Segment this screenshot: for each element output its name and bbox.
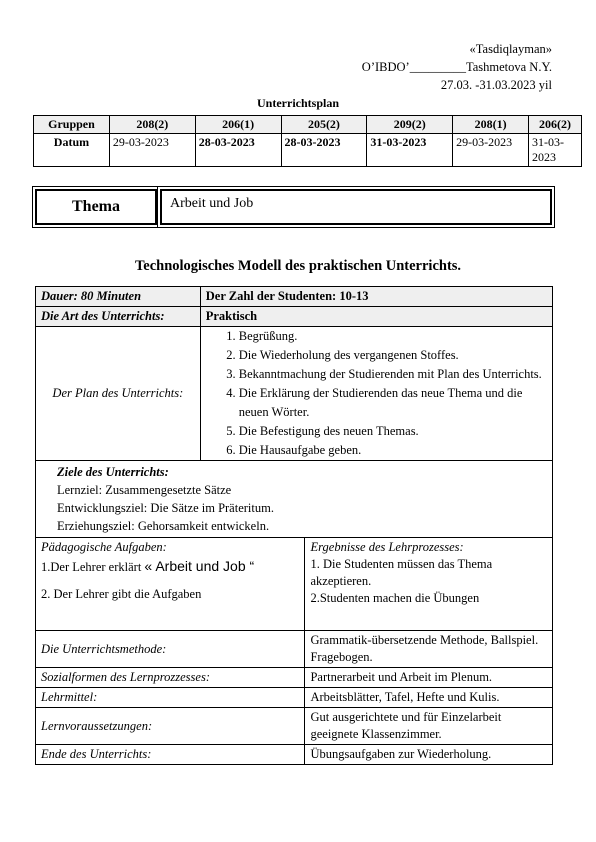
goal-develop: Entwicklungsziel: Die Sätze im Präteritum. bbox=[57, 501, 274, 515]
goals-row bbox=[36, 461, 553, 538]
group-cell: 208(1) bbox=[453, 116, 529, 134]
groups-label: Gruppen bbox=[34, 116, 110, 134]
type-row bbox=[36, 307, 553, 327]
method-value: Grammatik-übersetzende Methode, Ballspiel. Fragebogen. bbox=[305, 631, 553, 668]
date-cell: 28-03-2023 bbox=[195, 134, 281, 167]
plan-label: Der Plan des Unterrichts: bbox=[36, 327, 201, 461]
task-1 bbox=[41, 558, 299, 576]
date-cell: 29-03-2023 bbox=[109, 134, 195, 167]
goal-learn: Lernziel: Zusammengesetzte Sätze bbox=[57, 483, 232, 497]
duration-label: Dauer: 80 Minuten bbox=[36, 287, 201, 307]
type-value: Praktisch bbox=[200, 307, 552, 327]
date-cell: 31-03-2023 bbox=[529, 134, 582, 167]
thema-value: Arbeit und Job bbox=[160, 189, 552, 225]
result-2: 2.Studenten machen die Übungen bbox=[310, 591, 480, 605]
plan-row bbox=[36, 327, 553, 461]
goals-title: Ziele des Unterrichts: bbox=[57, 465, 169, 479]
date-cell: 29-03-2023 bbox=[453, 134, 529, 167]
schedule-title: Unterrichtsplan bbox=[257, 96, 339, 110]
plan-item: 1. Begrüßung. bbox=[239, 327, 548, 346]
approval-block bbox=[362, 40, 552, 94]
duration-row bbox=[36, 287, 553, 307]
method-label: Die Unterrichtsmethode: bbox=[36, 631, 305, 668]
type-label: Die Art des Unterrichts: bbox=[36, 307, 201, 327]
media-label: Lehrmittel: bbox=[36, 688, 305, 708]
plan-list-cell bbox=[200, 327, 552, 461]
plan-item: 6. Die Hausaufgabe geben. bbox=[239, 441, 548, 460]
students-label: Der Zahl der Studenten: 10-13 bbox=[200, 287, 552, 307]
approval-line-1: «Tasdiqlayman» bbox=[469, 42, 552, 56]
social-row bbox=[36, 668, 553, 688]
schedule-table bbox=[33, 115, 582, 167]
plan-item: 2. Die Wiederholung des vergangenen Stoffes. bbox=[239, 346, 548, 365]
date-cell: 31-03-2023 bbox=[367, 134, 453, 167]
tasks-cell bbox=[36, 538, 305, 631]
group-cell: 206(2) bbox=[529, 116, 582, 134]
tasks-row bbox=[36, 538, 553, 631]
result-1: 1. Die Studenten müssen das Thema akzeptieren. bbox=[310, 557, 493, 588]
task-2: 2. Der Lehrer gibt die Aufgaben bbox=[41, 587, 202, 601]
results-cell bbox=[305, 538, 553, 631]
plan-item: 3. Bekanntmachung der Studierenden mit Plan des Unterrichts. bbox=[239, 365, 548, 384]
results-title: Ergebnisse des Lehrprozesses: bbox=[310, 540, 464, 554]
end-row bbox=[36, 745, 553, 765]
approval-line-3: 27.03. -31.03.2023 yil bbox=[440, 78, 552, 92]
prereq-label: Lernvoraussetzungen: bbox=[36, 708, 305, 745]
plan-item: 4. Die Erklärung der Studierenden das neue Thema und die neuen Wörter. bbox=[239, 384, 548, 422]
media-row bbox=[36, 688, 553, 708]
goals-cell bbox=[36, 461, 553, 538]
prereq-value: Gut ausgerichtete und für Einzelarbeit geeignete Klassenzimmer. bbox=[305, 708, 553, 745]
task-1-topic: « Arbeit und Job “ bbox=[144, 558, 255, 574]
media-value: Arbeitsblätter, Tafel, Hefte und Kulis. bbox=[305, 688, 553, 708]
social-value: Partnerarbeit und Arbeit im Plenum. bbox=[305, 668, 553, 688]
date-cell: 28-03-2023 bbox=[281, 134, 367, 167]
approval-line-2: O’IBDO’_________Tashmetova N.Y. bbox=[361, 60, 552, 74]
schedule-dates-row bbox=[34, 134, 582, 167]
dates-label: Datum bbox=[34, 134, 110, 167]
goal-educate: Erziehungsziel: Gehorsamkeit entwickeln. bbox=[57, 519, 270, 533]
plan-list bbox=[201, 327, 548, 460]
method-row bbox=[36, 631, 553, 668]
tasks-title: Pädagogische Aufgaben: bbox=[41, 540, 167, 554]
social-label: Sozialformen des Lernprozzesses: bbox=[36, 668, 305, 688]
group-cell: 206(1) bbox=[195, 116, 281, 134]
group-cell: 208(2) bbox=[109, 116, 195, 134]
thema-label: Thema bbox=[35, 189, 157, 225]
task-1-prefix: 1.Der Lehrer erklärt bbox=[41, 560, 142, 574]
lesson-table bbox=[35, 286, 553, 765]
group-cell: 205(2) bbox=[281, 116, 367, 134]
model-title: Technologisches Modell des praktischen Unterrichts. bbox=[134, 258, 462, 274]
end-label: Ende des Unterrichts: bbox=[36, 745, 305, 765]
group-cell: 209(2) bbox=[367, 116, 453, 134]
plan-item: 5. Die Befestigung des neuen Themas. bbox=[239, 422, 548, 441]
schedule-groups-row bbox=[34, 116, 582, 134]
end-value: Übungsaufgaben zur Wiederholung. bbox=[305, 745, 553, 765]
prereq-row bbox=[36, 708, 553, 745]
